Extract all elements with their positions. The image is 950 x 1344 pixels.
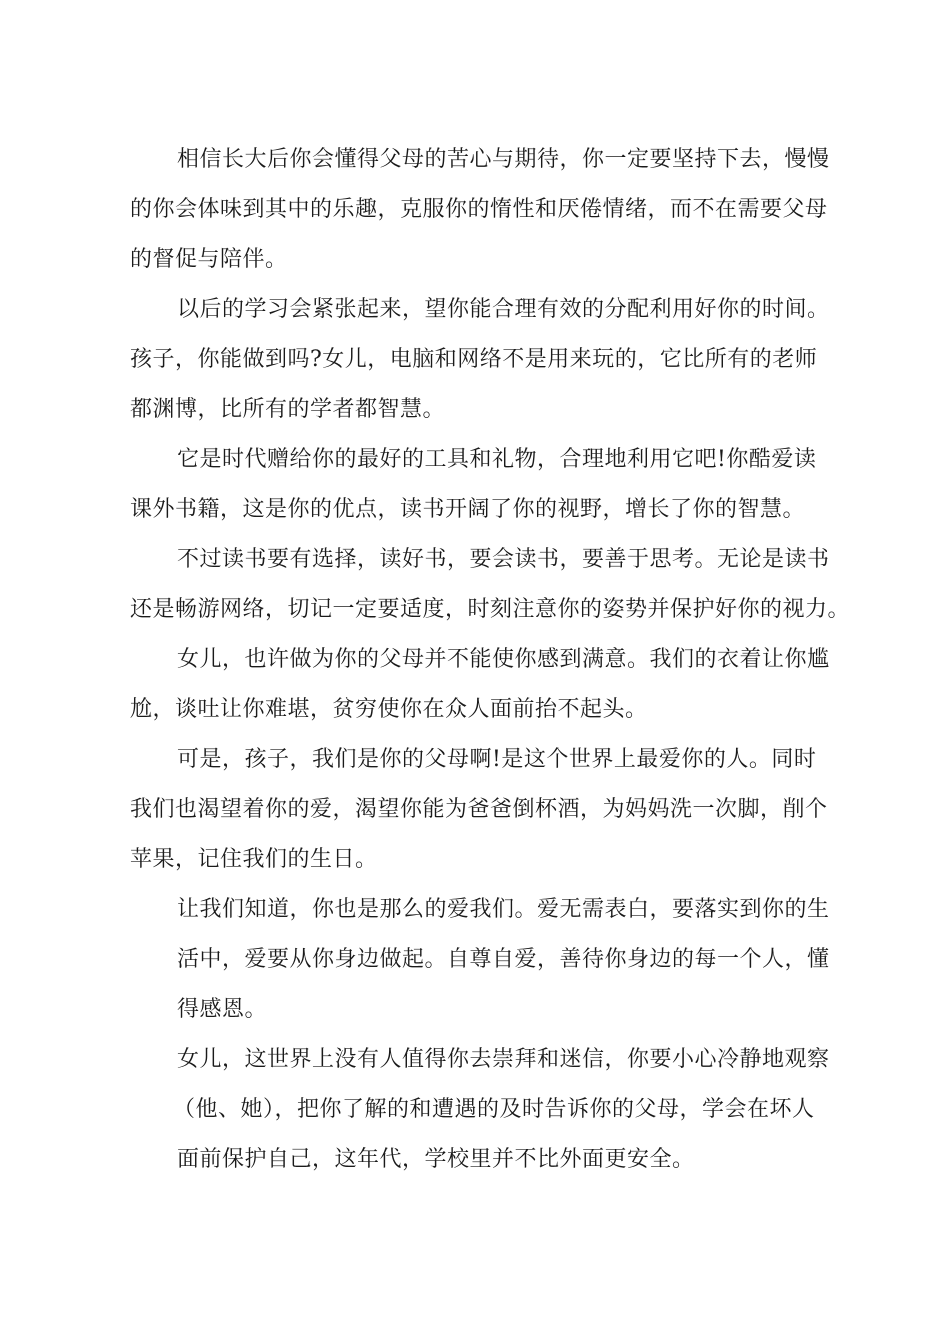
text-line: 以后的学习会紧张起来，望你能合理有效的分配利用好你的时间。 [177,297,830,322]
text-line: 苹果，记住我们的生日。 [130,847,378,872]
text-line: 让我们知道，你也是那么的爱我们。爱无需表白，要落实到你的生 [177,897,830,922]
text-line: 我们也渴望着你的爱，渴望你能为爸爸倒杯酒，为妈妈洗一次脚，削个 [130,797,828,822]
text-line: 还是畅游网络，切记一定要适度，时刻注意你的姿势并保护好你的视力。 [130,597,851,622]
text-line: 的你会体味到其中的乐趣，克服你的惰性和厌倦情绪，而不在需要父母 [130,197,828,222]
text-line: 课外书籍，这是你的优点，读书开阔了你的视野，增长了你的智慧。 [130,497,806,522]
text-line: 它是时代赠给你的最好的工具和礼物，合理地利用它吧!你酷爱读 [177,447,817,472]
text-line: 的督促与陪伴。 [130,247,288,272]
text-line: 活中，爱要从你身边做起。自尊自爱，善待你身边的每一个人，懂 [177,947,830,972]
text-line: 孩子，你能做到吗?女儿，电脑和网络不是用来玩的，它比所有的老师 [130,347,818,372]
text-line: 得感恩。 [177,997,268,1022]
text-line: 都渊博，比所有的学者都智慧。 [130,397,446,422]
text-line: 面前保护自己，这年代，学校里并不比外面更安全。 [177,1147,695,1172]
text-line: 不过读书要有选择，读好书，要会读书，要善于思考。无论是读书 [177,547,830,572]
text-line: 可是，孩子，我们是你的父母啊!是这个世界上最爱你的人。同时 [177,747,817,772]
text-line: （他、她），把你了解的和遭遇的及时告诉你的父母，学会在坏人 [173,1097,815,1122]
text-line: 女儿，也许做为你的父母并不能使你感到满意。我们的衣着让你尴 [177,647,830,672]
text-line: 女儿，这世界上没有人值得你去崇拜和迷信，你要小心冷静地观察 [177,1047,830,1072]
text-line: 相信长大后你会懂得父母的苦心与期待，你一定要坚持下去，慢慢 [177,147,830,172]
text-line: 尬，谈吐让你难堪，贫穷使你在众人面前抬不起头。 [130,697,648,722]
